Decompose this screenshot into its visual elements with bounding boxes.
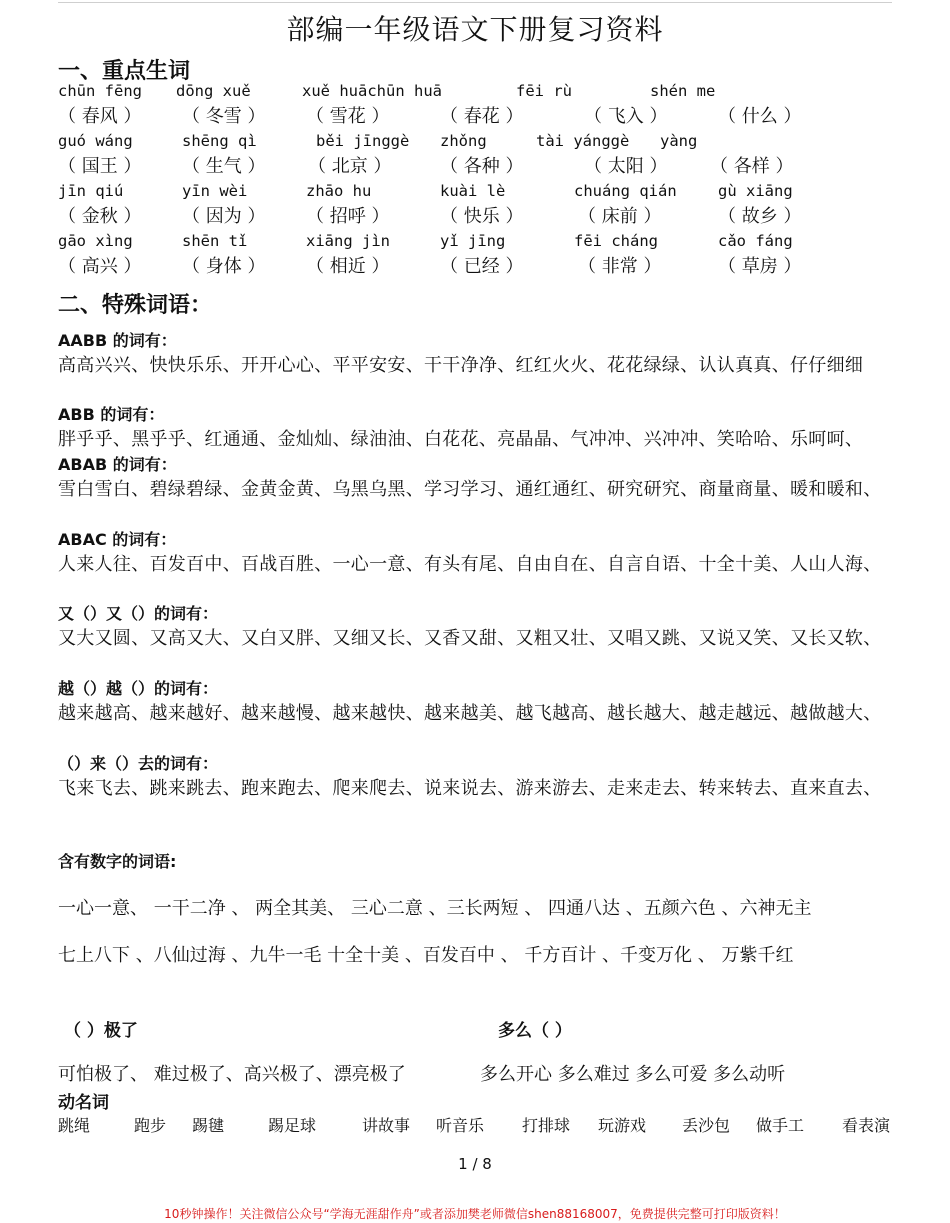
word-cell: （ 各样 ） — [710, 156, 794, 177]
pinyin-cell: zhāo hu — [306, 182, 372, 200]
group-title: （）来（）去的词有： — [58, 754, 219, 773]
group-title: AABB 的词有： — [58, 331, 177, 350]
pinyin-cell: yǐ jīng — [440, 232, 506, 250]
page-number: 1 / 8 — [458, 1155, 492, 1173]
word-group-lai-qu — [58, 752, 894, 801]
group-text: 飞来飞去、跳来跳去、跑来跑去、爬来爬去、说来说去、游来游去、走来走去、转来转去、直来直去、 — [58, 778, 882, 799]
pinyin-cell: jīn qiú — [58, 182, 124, 200]
hanzi-row — [58, 105, 878, 130]
word-cell: （ 太阳 ） — [584, 156, 668, 177]
group-text: 高高兴兴、快快乐乐、开开心心、平平安安、干干净净、红红火火、花花绿绿、认认真真、仔仔细细 — [58, 355, 864, 376]
verb-noun-item: 丢沙包 — [682, 1116, 731, 1135]
numbers-heading: 含有数字的词语: — [58, 852, 177, 871]
numbers-heading-block — [58, 850, 894, 874]
numbers-line-2: 七上八下 、八仙过海 、九牛一毛 十全十美 、百发百中 、 千方百计 、千变万化 、 万紫千红 — [58, 945, 794, 966]
word-cell: （ 春风 ） — [58, 106, 142, 127]
word-cell: （ 国王 ） — [58, 156, 142, 177]
duome-heading: 多么（ ） — [498, 1021, 572, 1041]
pinyin-cell: cǎo fáng — [718, 232, 793, 250]
top-rule — [58, 2, 892, 3]
footer-notice: 10秒钟操作！关注微信公众号“学海无涯甜作舟”或者添加樊老师微信shen88168007，免费提供完整可打印版资料！ — [164, 1207, 786, 1221]
vocab-table — [58, 80, 878, 280]
word-group-yue-yue — [58, 677, 894, 726]
group-title: 越（）越（）的词有： — [58, 679, 219, 698]
jile-heading: （ ）极了 — [64, 1021, 138, 1041]
word-cell: （ 快乐 ） — [440, 206, 524, 227]
pinyin-cell: gāo xìng — [58, 232, 133, 250]
pinyin-cell: shēn tǐ — [182, 232, 248, 250]
jile-text: 可怕极了、 难过极了、高兴极了、漂亮极了 — [58, 1064, 406, 1085]
word-cell: （ 高兴 ） — [58, 256, 142, 277]
word-group-abab — [58, 453, 894, 502]
verb-noun-item: 跳绳 — [58, 1116, 91, 1135]
word-cell: （ 什么 ） — [718, 106, 802, 127]
pinyin-cell: xiāng jìn — [306, 232, 390, 250]
verb-noun-item: 玩游戏 — [598, 1116, 647, 1135]
word-cell: （ 故乡 ） — [718, 206, 802, 227]
word-cell: （ 已经 ） — [440, 256, 524, 277]
pinyin-cell: xuě huāchūn huā — [302, 82, 442, 100]
pinyin-cell: chuáng qián — [574, 182, 677, 200]
verb-noun-item: 看表演 — [842, 1116, 891, 1135]
numbers-line-1: 一心一意、 一干二净 、 两全其美、 三心二意 、三长两短 、 四通八达 、五颜六色 、六神无主 — [58, 898, 812, 919]
section-heading-key-words: 一、重点生词 — [58, 59, 191, 84]
pinyin-cell: dōng xuě — [176, 82, 251, 100]
group-text: 越来越高、越来越好、越来越慢、越来越快、越来越美、越飞越高、越长越大、越走越远、越做越大、 — [58, 703, 882, 724]
word-group-abb — [58, 403, 894, 452]
group-title: ABAB 的词有： — [58, 455, 177, 474]
word-cell: （ 金秋 ） — [58, 206, 142, 227]
pinyin-row — [58, 80, 878, 105]
word-cell: （ 雪花 ） — [306, 106, 390, 127]
verb-noun-item: 踢毽 — [192, 1116, 225, 1135]
word-cell: （ 床前 ） — [578, 206, 662, 227]
pinyin-row — [58, 180, 878, 205]
group-text: 又大又圆、又高又大、又白又胖、又细又长、又香又甜、又粗又壮、又唱又跳、又说又笑、又长又软、 — [58, 628, 882, 649]
word-group-abac — [58, 528, 894, 577]
group-text: 雪白雪白、碧绿碧绿、金黄金黄、乌黑乌黑、学习学习、通红通红、研究研究、商量商量、暖和暖和、 — [58, 479, 882, 500]
word-cell: （ 北京 ） — [308, 156, 392, 177]
pinyin-cell: shén me — [650, 82, 716, 100]
word-cell: （ 冬雪 ） — [182, 106, 266, 127]
verb-noun-heading: 动名词 — [58, 1093, 109, 1113]
pinyin-cell: fēi cháng — [574, 232, 658, 250]
verb-noun-item: 跑步 — [134, 1116, 167, 1135]
word-cell: （ 各种 ） — [440, 156, 524, 177]
group-text: 胖乎乎、黑乎乎、红通通、金灿灿、绿油油、白花花、亮晶晶、气冲冲、兴冲冲、笑哈哈、乐呵呵、 — [58, 429, 864, 450]
section-heading-special-words: 二、特殊词语： — [58, 293, 213, 318]
pinyin-cell: chūn fēng — [58, 82, 142, 100]
word-group-you-you — [58, 602, 894, 651]
pinyin-row — [58, 130, 878, 155]
pinyin-cell: guó wáng — [58, 132, 133, 150]
group-text: 人来人往、百发百中、百战百胜、一心一意、有头有尾、自由自在、自言自语、十全十美、人山人海、 — [58, 554, 882, 575]
pinyin-cell: kuài lè — [440, 182, 506, 200]
verb-noun-item: 讲故事 — [362, 1116, 411, 1135]
word-cell: （ 飞入 ） — [584, 106, 668, 127]
pinyin-cell: tài yánggè — [536, 132, 630, 150]
hanzi-row — [58, 155, 878, 180]
word-cell: （ 非常 ） — [578, 256, 662, 277]
word-cell: （ 因为 ） — [182, 206, 266, 227]
hanzi-row — [58, 205, 878, 230]
verb-noun-list — [58, 1113, 894, 1135]
pinyin-cell: gù xiāng — [718, 182, 793, 200]
document-title: 部编一年级语文下册复习资料 — [286, 13, 664, 46]
pinyin-row — [58, 230, 878, 255]
pinyin-cell: yīn wèi — [182, 182, 248, 200]
group-title: 又（）又（）的词有： — [58, 604, 219, 623]
word-cell: （ 草房 ） — [718, 256, 802, 277]
pinyin-cell: fēi rù — [516, 82, 572, 100]
verb-noun-item: 踢足球 — [268, 1116, 317, 1135]
pinyin-cell: zhǒng — [440, 132, 487, 150]
word-cell: （ 身体 ） — [182, 256, 266, 277]
verb-noun-item: 听音乐 — [436, 1116, 485, 1135]
pinyin-cell: yàng — [660, 132, 698, 150]
group-title: ABAC 的词有： — [58, 530, 177, 549]
word-cell: （ 生气 ） — [182, 156, 266, 177]
hanzi-row — [58, 255, 878, 280]
pinyin-cell: běi jīnggè — [316, 132, 410, 150]
word-group-aabb — [58, 329, 894, 378]
word-cell: （ 招呼 ） — [306, 206, 390, 227]
verb-noun-item: 打排球 — [522, 1116, 571, 1135]
verb-noun-item: 做手工 — [756, 1116, 805, 1135]
group-title: ABB 的词有： — [58, 405, 165, 424]
word-cell: （ 春花 ） — [440, 106, 524, 127]
word-cell: （ 相近 ） — [306, 256, 390, 277]
pinyin-cell: shēng qì — [182, 132, 257, 150]
duome-text: 多么开心 多么难过 多么可爱 多么动听 — [480, 1064, 786, 1085]
